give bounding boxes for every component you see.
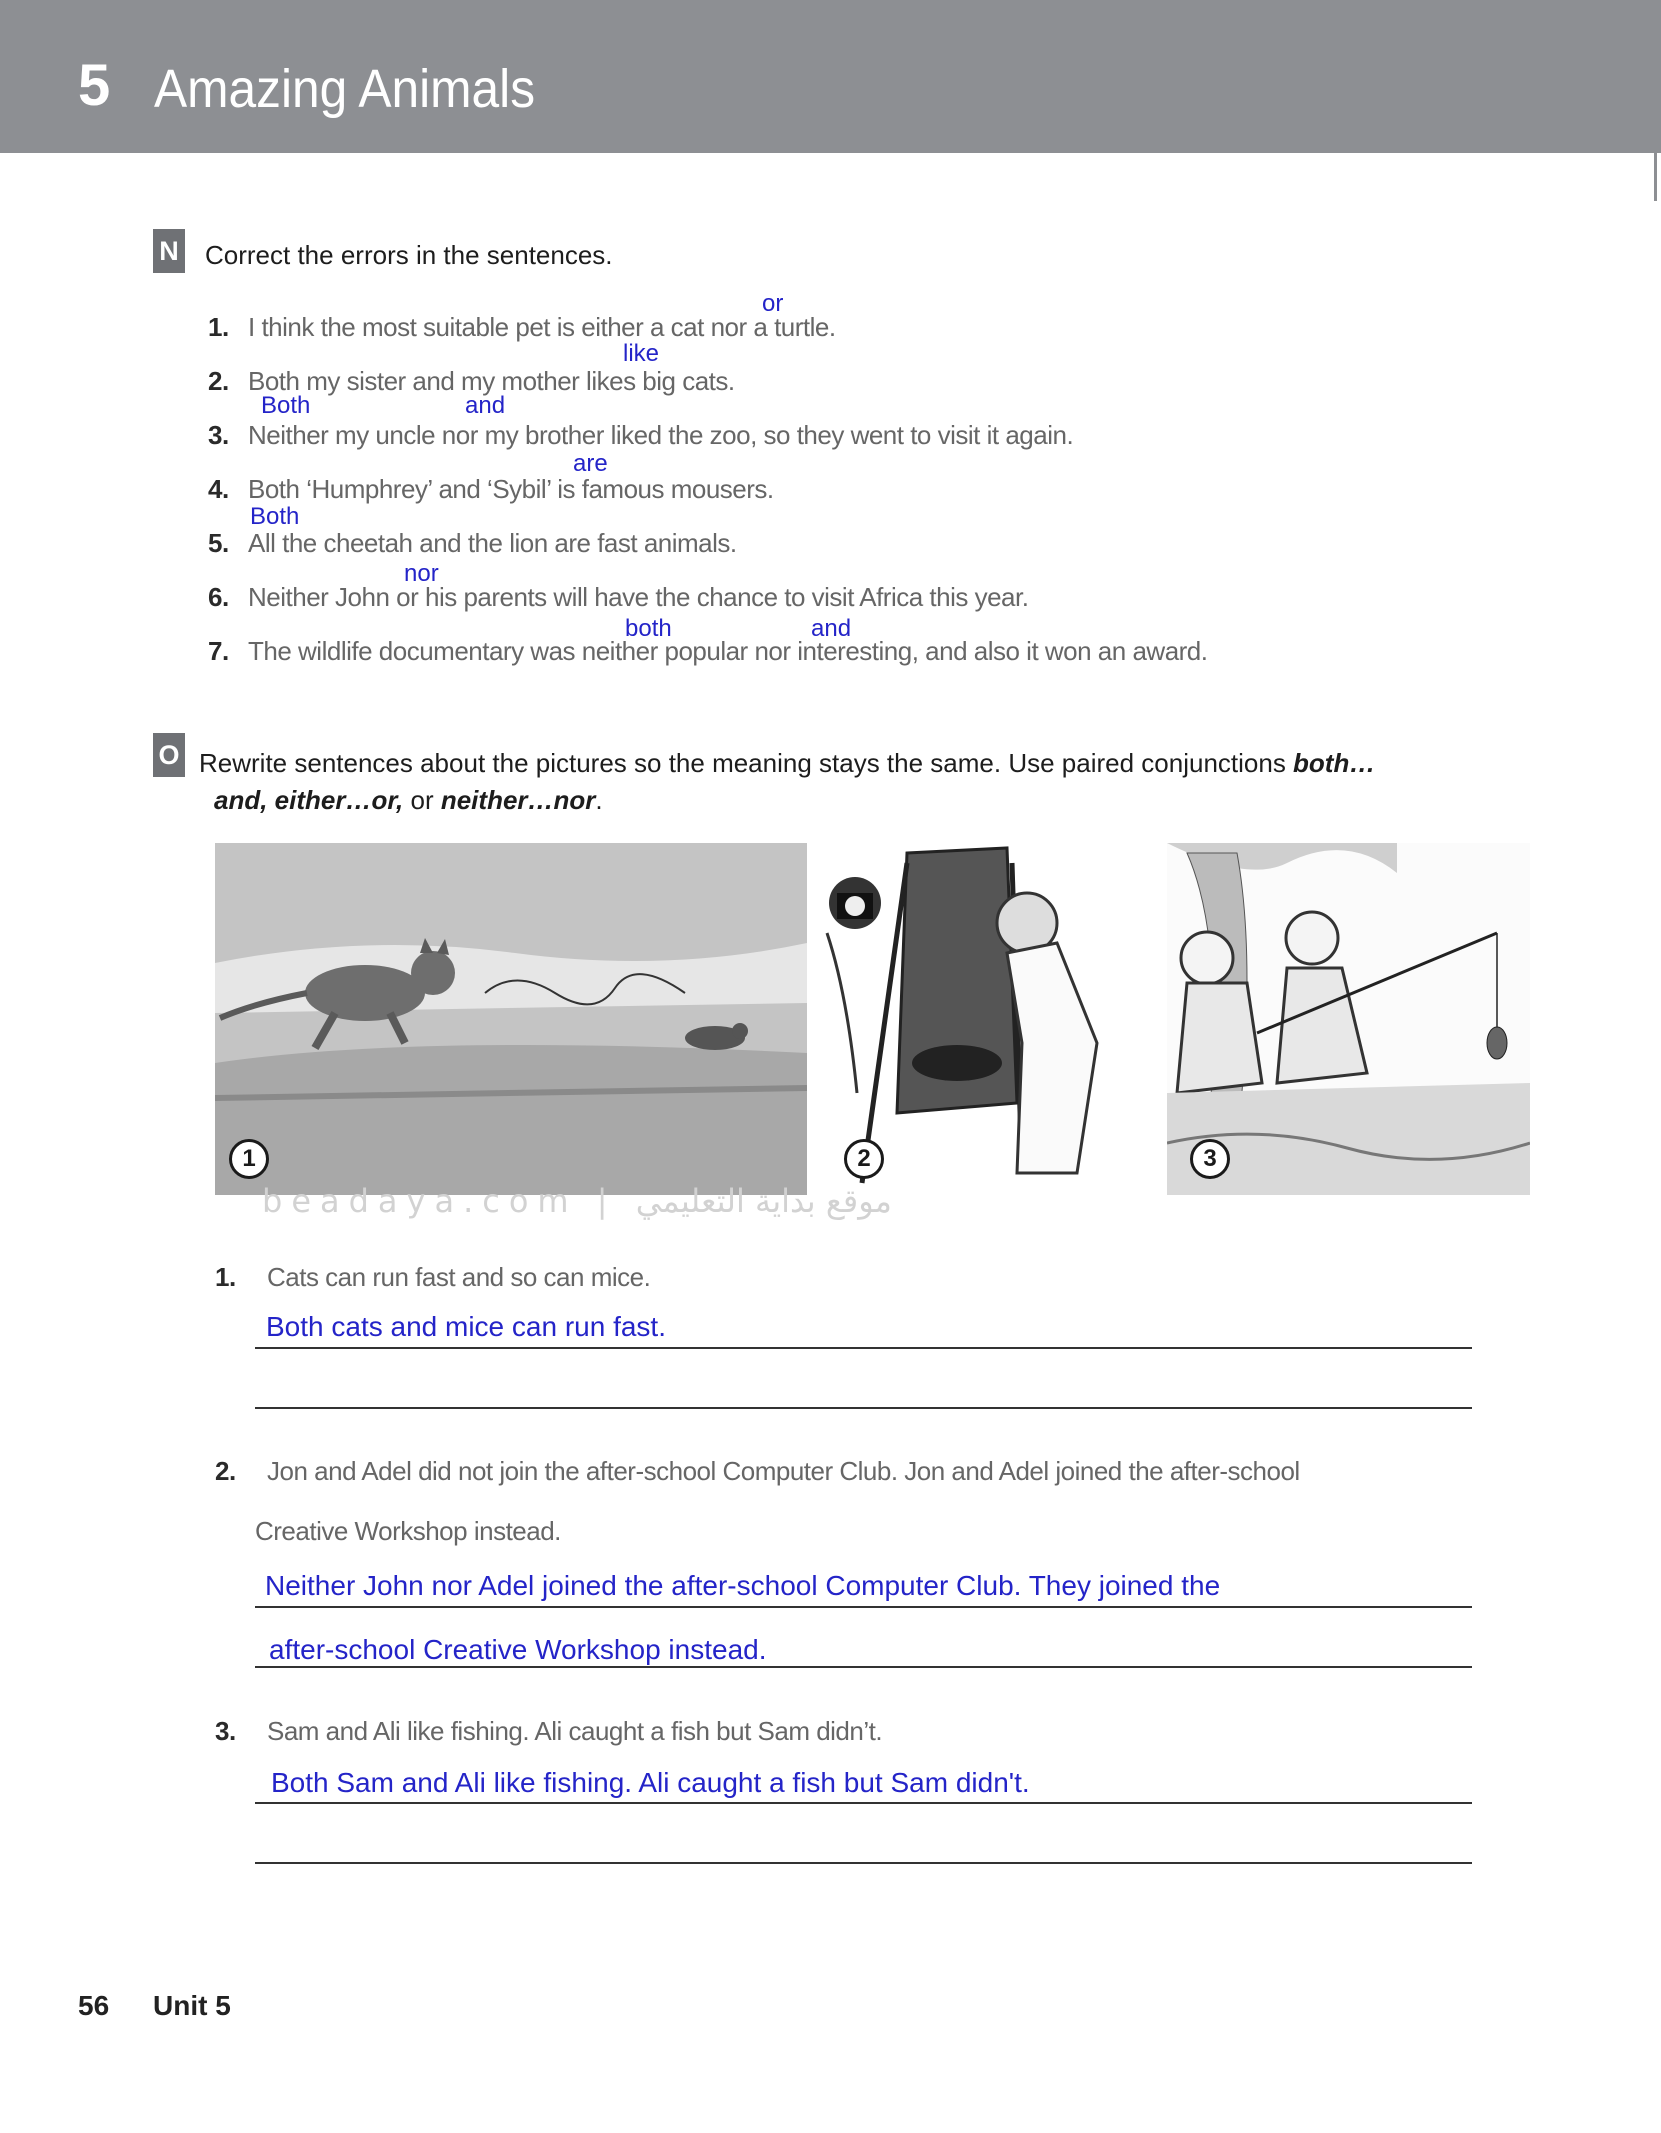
o-item-1-answer: Both cats and mice can run fast. (266, 1311, 666, 1342)
section-o-badge: O (153, 733, 185, 777)
answer-line (255, 1407, 1472, 1409)
correction-both: Both (261, 392, 311, 419)
correction-both: Both (250, 503, 300, 530)
o-item-3-answer: Both Sam and Ali like fishing. Ali caught a fish but Sam didn't. (271, 1767, 1030, 1798)
n-sentence-number: 3. (208, 420, 229, 450)
o-item-1-prompt (215, 1262, 650, 1293)
picture-boys-fishing (1167, 843, 1530, 1195)
n-sentence-number: 6. (208, 582, 229, 612)
instruction-text: Rewrite sentences about the pictures so the meaning stays the same. Use paired conjunctions (199, 748, 1294, 778)
picture-cat-chasing-mouse (215, 843, 807, 1195)
correction-are: are (573, 450, 608, 477)
cat-mouse-illustration (215, 843, 807, 1195)
n-sentence-7 (208, 636, 1208, 667)
answer-line (255, 1802, 1472, 1804)
n-sentence-text: All the cheetah and the lion are fast animals. (248, 528, 737, 558)
n-sentence-number: 4. (208, 474, 229, 504)
picture-photographer-and-painter (807, 843, 1167, 1195)
section-o-instruction (199, 745, 1459, 819)
answer-line (255, 1347, 1472, 1349)
n-sentence-text: Neither John or his parents will have the chance to visit Africa this year. (248, 582, 1029, 612)
correction-both: both (625, 615, 672, 642)
n-sentence-3 (208, 420, 1073, 451)
o-prompt-text: Sam and Ali like fishing. Ali caught a fish but Sam didn’t. (267, 1716, 883, 1746)
instruction-either-or: and, either…or, (214, 785, 404, 815)
answer-line (255, 1862, 1472, 1864)
instruction-both: both… (1293, 748, 1376, 778)
n-sentence-number: 2. (208, 366, 229, 396)
n-sentence-number: 5. (208, 528, 229, 558)
picture-strip (215, 843, 1530, 1195)
page-edge-rule (1654, 153, 1657, 201)
section-n-instruction: Correct the errors in the sentences. (205, 240, 613, 270)
unit-number: 5 (78, 53, 111, 118)
watermark-text: beadaya.com | موقع بداية التعليمي (262, 1182, 892, 1220)
o-item-number: 1. (215, 1262, 236, 1292)
instruction-period: . (595, 785, 603, 815)
o-item-2-prompt-cont: Creative Workshop instead. (255, 1516, 561, 1546)
instruction-neither-nor: neither…nor (440, 785, 596, 815)
n-sentence-text: I think the most suitable pet is either a cat nor a turtle. (248, 312, 836, 342)
n-sentence-6 (208, 582, 1028, 613)
n-sentence-text: Both my sister and my mother likes big cats. (248, 366, 735, 396)
n-sentence-number: 1. (208, 312, 229, 342)
correction-or: or (762, 290, 784, 317)
o-item-number: 3. (215, 1716, 236, 1746)
n-sentence-1 (208, 312, 836, 343)
o-item-2-answer-line2: after-school Creative Workshop instead. (269, 1634, 767, 1665)
correction-and: and (811, 615, 852, 642)
n-sentence-text: The wildlife documentary was neither popular nor interesting, and also it won an award. (248, 636, 1208, 666)
n-sentence-4 (208, 474, 774, 505)
n-sentence-text: Neither my uncle nor my brother liked the zoo, so they went to visit it again. (248, 420, 1074, 450)
picture-number-2: 2 (844, 1139, 884, 1179)
n-sentence-number: 7. (208, 636, 229, 666)
o-prompt-text: Cats can run fast and so can mice. (267, 1262, 651, 1292)
o-item-2-prompt (215, 1456, 1300, 1487)
answer-line (255, 1666, 1472, 1668)
unit-title: Amazing Animals (154, 59, 536, 119)
o-prompt-text: Jon and Adel did not join the after-school Computer Club. Jon and Adel joined the after-school (267, 1456, 1300, 1486)
o-item-2-answer-line1: Neither John nor Adel joined the after-school Computer Club. They joined the (265, 1570, 1221, 1601)
answer-line (255, 1606, 1472, 1608)
correction-nor: nor (404, 560, 439, 587)
page-number: 56 (78, 1990, 110, 2021)
picture-number-1: 1 (229, 1139, 269, 1179)
instruction-or: or (403, 785, 441, 815)
footer-unit-label: Unit 5 (153, 1990, 231, 2021)
o-item-number: 2. (215, 1456, 236, 1486)
n-sentence-5 (208, 528, 737, 559)
picture-number-3: 3 (1190, 1139, 1230, 1179)
o-item-3-prompt (215, 1716, 882, 1747)
unit-header (0, 0, 1661, 153)
correction-like: like (623, 340, 660, 367)
n-sentence-text: Both ‘Humphrey’ and ‘Sybil’ is famous mousers. (248, 474, 774, 504)
correction-and: and (465, 392, 506, 419)
section-n-badge: N (153, 229, 185, 273)
